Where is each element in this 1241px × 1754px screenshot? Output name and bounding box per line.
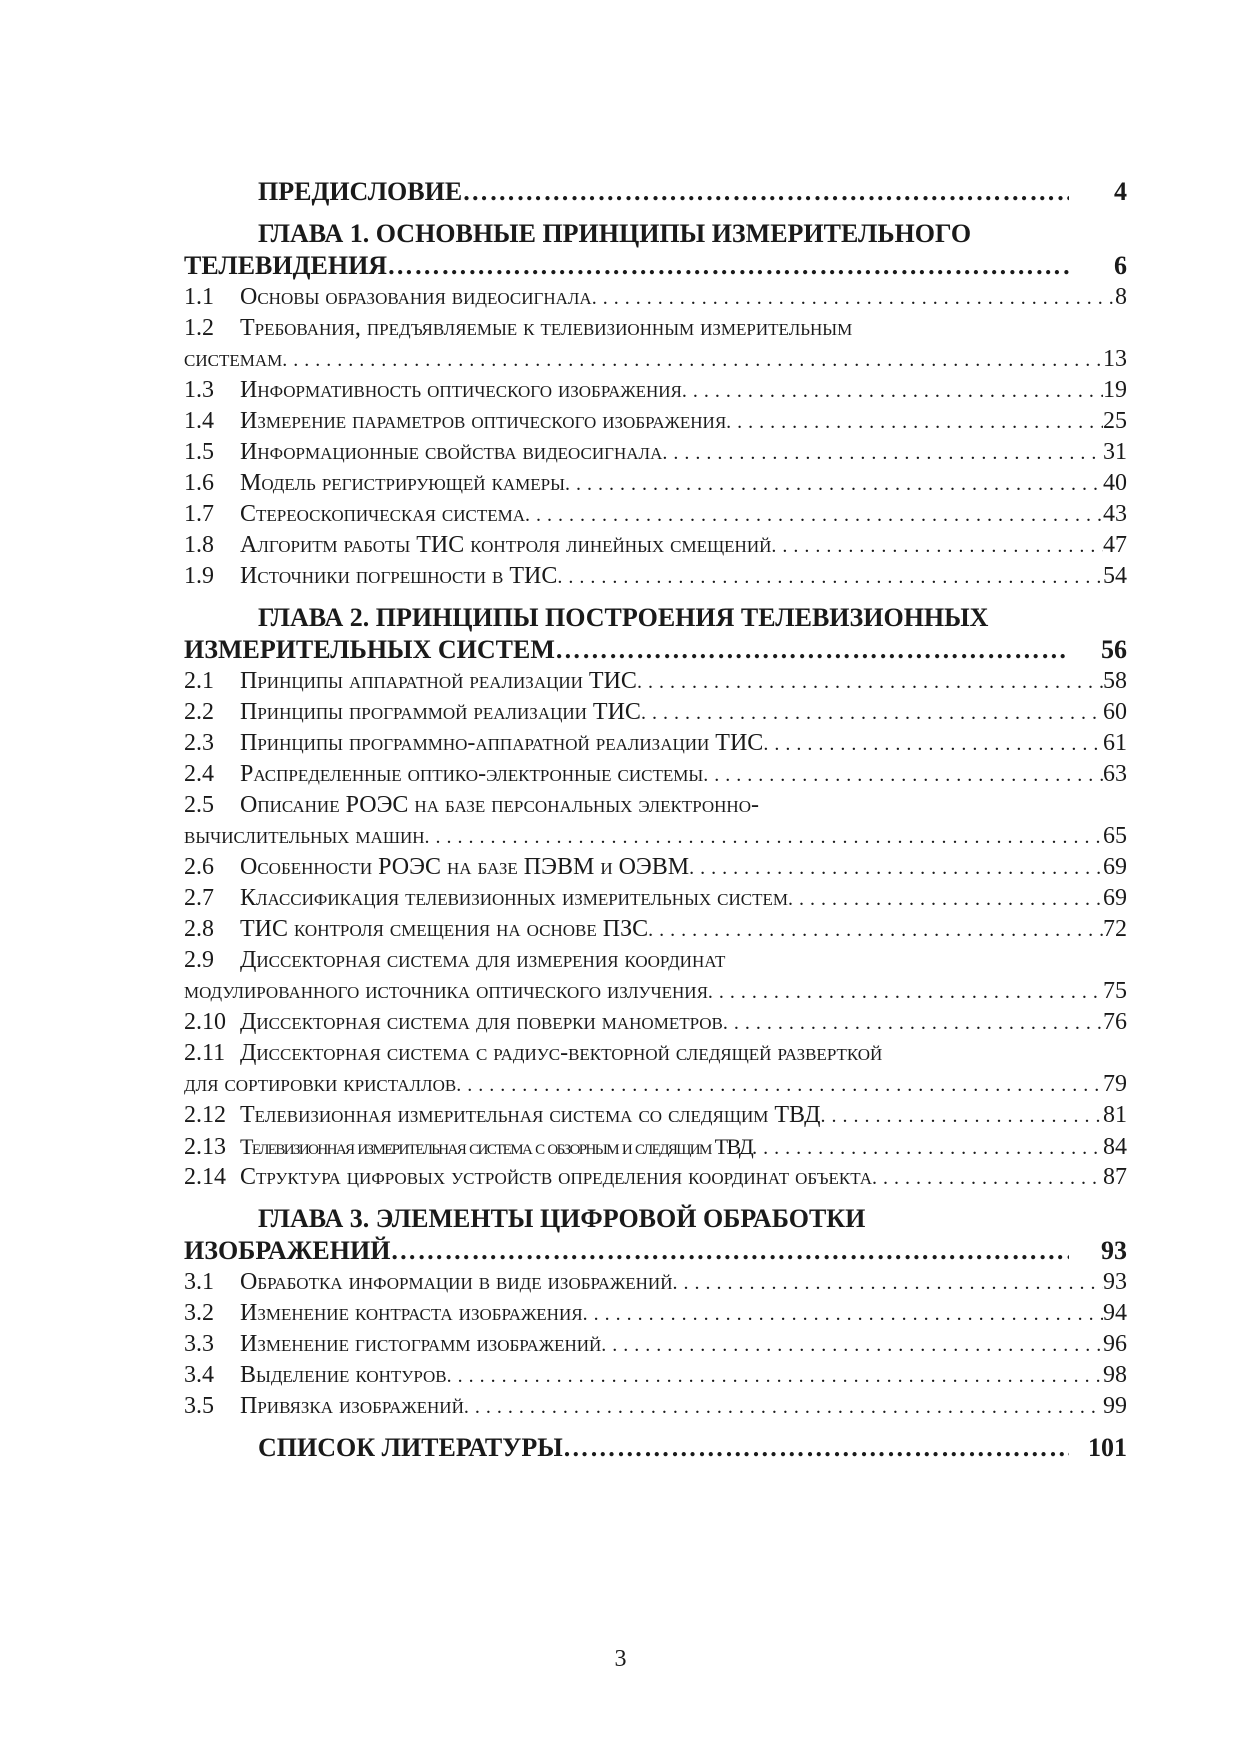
toc-entry — [184, 468, 1127, 499]
dot-leader — [390, 1235, 1069, 1267]
section-number: 2.13 — [184, 1134, 226, 1160]
dot-leader — [557, 562, 1103, 593]
page-number: 3 — [614, 1646, 627, 1672]
section-title-cont: системам — [184, 346, 283, 372]
toc-entry — [184, 1100, 1127, 1131]
section-title: Диссекторная система для поверки манометров — [240, 1009, 723, 1035]
section-title: Диссекторная система для измерения координат — [240, 947, 726, 973]
section-title: Выделение контуров — [240, 1362, 447, 1388]
table-of-contents — [184, 176, 1127, 1464]
dot-leader — [464, 1392, 1103, 1423]
toc-entry — [184, 499, 1127, 530]
chapter-title: ИЗОБРАЖЕНИЙ — [184, 1236, 391, 1265]
dot-leader — [425, 822, 1103, 853]
section-page: 87 — [1103, 1164, 1127, 1190]
dot-leader — [592, 283, 1115, 314]
section-number: 1.3 — [184, 377, 214, 403]
dot-leader — [788, 884, 1103, 915]
section-page: 72 — [1103, 916, 1127, 942]
section-number: 3.3 — [184, 1331, 214, 1357]
dot-leader — [771, 531, 1103, 562]
section-title: Принципы программой реализации ТИС — [240, 699, 641, 725]
section-page: 54 — [1103, 563, 1127, 589]
dot-leader — [637, 667, 1103, 698]
toc-entry-cont — [184, 344, 1127, 375]
chapter-page: 6 — [1114, 251, 1127, 280]
section-page: 13 — [1103, 346, 1127, 372]
dot-leader — [763, 729, 1103, 760]
toc-entry — [184, 1038, 1127, 1069]
section-title: Телевизионная измерительная система с обзорным и следящим ТВД — [240, 1134, 753, 1159]
dot-leader — [555, 634, 1069, 666]
section-title-cont: вычислительных машин — [184, 823, 425, 849]
section-title: Классификация телевизионных измерительных систем — [240, 885, 789, 911]
section-title: Стереоскопическая система — [240, 501, 526, 527]
section-page: 47 — [1103, 532, 1127, 558]
toc-entry-cont — [184, 1069, 1127, 1100]
section-page: 60 — [1103, 699, 1127, 725]
section-number: 2.4 — [184, 761, 214, 787]
section-page: 8 — [1115, 284, 1127, 310]
section-page: 99 — [1103, 1393, 1127, 1419]
section-title: Особенности РОЭС на базе ПЭВМ и ОЭВМ — [240, 854, 690, 880]
toc-entry — [184, 530, 1127, 561]
dot-leader — [525, 500, 1103, 531]
section-number: 3.2 — [184, 1300, 214, 1326]
toc-entry — [184, 561, 1127, 592]
section-number: 2.10 — [184, 1009, 226, 1035]
section-title: ТИС контроля смещения на основе ПЗС — [240, 916, 649, 942]
section-title: Телевизионная измерительная система со следящим ТВД — [240, 1102, 821, 1128]
chapter-title: ТЕЛЕВИДЕНИЯ — [184, 251, 388, 280]
section-number: 2.12 — [184, 1102, 226, 1128]
section-number: 1.7 — [184, 501, 214, 527]
section-title: Информативность оптического изображения — [240, 377, 682, 403]
section-page: 96 — [1103, 1331, 1127, 1357]
dot-leader — [563, 1432, 1069, 1464]
section-title: Диссекторная система с радиус-векторной следящей разверткой — [240, 1040, 883, 1066]
dot-leader — [583, 1299, 1103, 1330]
toc-entry-cont — [184, 976, 1127, 1007]
dot-leader — [726, 407, 1103, 438]
dot-leader — [752, 1133, 1103, 1164]
chapter-title: ИЗМЕРИТЕЛЬНЫХ СИСТЕМ — [184, 635, 555, 664]
section-title: Изменение гистограмм изображений — [240, 1331, 602, 1357]
section-number: 3.1 — [184, 1269, 214, 1295]
section-page: 25 — [1103, 408, 1127, 434]
section-page: 94 — [1103, 1300, 1127, 1326]
references-title: СПИСОК ЛИТЕРАТУРЫ — [258, 1433, 563, 1462]
dot-leader — [689, 853, 1103, 884]
toc-entry — [184, 852, 1127, 883]
toc-entry — [184, 313, 1127, 344]
section-title: Алгоритм работы ТИС контроля линейных смещений — [240, 532, 772, 558]
section-number: 1.8 — [184, 532, 214, 558]
toc-entry — [184, 666, 1127, 697]
section-page: 19 — [1103, 377, 1127, 403]
chapter-page: 56 — [1101, 635, 1127, 664]
toc-entry — [184, 1329, 1127, 1360]
toc-entry — [184, 914, 1127, 945]
toc-entry — [184, 790, 1127, 821]
dot-leader — [821, 1101, 1103, 1132]
section-title: Принципы программно-аппаратной реализации ТИС — [240, 730, 764, 756]
chapter-heading-cont — [184, 1235, 1127, 1267]
section-title: Источники погрешности в ТИС — [240, 563, 558, 589]
section-number: 2.1 — [184, 668, 214, 694]
section-page: 40 — [1103, 470, 1127, 496]
section-title: Изменение контраста изображения — [240, 1300, 583, 1326]
dot-leader — [462, 176, 1069, 208]
section-page: 75 — [1103, 978, 1127, 1004]
section-title-cont: для сортировки кристаллов — [184, 1071, 457, 1097]
toc-entry — [184, 1391, 1127, 1422]
toc-entry — [184, 1267, 1127, 1298]
dot-leader — [673, 1268, 1104, 1299]
dot-leader — [387, 250, 1069, 282]
toc-entry — [184, 883, 1127, 914]
section-page: 65 — [1103, 823, 1127, 849]
toc-entry — [184, 437, 1127, 468]
section-number: 2.3 — [184, 730, 214, 756]
toc-entry — [184, 728, 1127, 759]
section-number: 2.7 — [184, 885, 214, 911]
section-title: Описание РОЭС на базе персональных электронно- — [240, 792, 759, 818]
section-number: 1.2 — [184, 315, 214, 341]
chapter-heading: ГЛАВА 3. ЭЛЕМЕНТЫ ЦИФРОВОЙ ОБРАБОТКИ — [258, 1204, 866, 1233]
chapter-heading-cont — [184, 634, 1127, 666]
toc-preface — [184, 176, 1127, 208]
section-page: 81 — [1103, 1102, 1127, 1128]
section-page: 79 — [1103, 1071, 1127, 1097]
preface-page: 4 — [1114, 177, 1127, 206]
section-page: 31 — [1103, 439, 1127, 465]
section-number: 1.1 — [184, 284, 214, 310]
section-title: Обработка информации в виде изображений — [240, 1269, 673, 1295]
section-page: 98 — [1103, 1362, 1127, 1388]
toc-entry — [184, 1007, 1127, 1038]
dot-leader — [708, 977, 1103, 1008]
section-page: 76 — [1103, 1009, 1127, 1035]
section-page: 63 — [1103, 761, 1127, 787]
section-title: Модель регистрирующей камеры — [240, 470, 565, 496]
toc-entry — [184, 282, 1127, 313]
dot-leader — [641, 698, 1103, 729]
preface-title: ПРЕДИСЛОВИЕ — [258, 177, 463, 206]
section-title: Привязка изображений — [240, 1393, 464, 1419]
section-number: 1.5 — [184, 439, 214, 465]
toc-entry — [184, 406, 1127, 437]
section-title: Измерение параметров оптического изображения — [240, 408, 727, 434]
section-number: 1.9 — [184, 563, 214, 589]
section-title: Основы образования видеосигнала — [240, 284, 592, 310]
toc-entry — [184, 945, 1127, 976]
dot-leader — [723, 1008, 1103, 1039]
dot-leader — [565, 469, 1103, 500]
dot-leader — [872, 1163, 1103, 1194]
dot-leader — [447, 1361, 1103, 1392]
section-page: 58 — [1103, 668, 1127, 694]
dot-leader — [282, 345, 1103, 376]
section-number: 1.6 — [184, 470, 214, 496]
toc-entry — [184, 759, 1127, 790]
section-page: 43 — [1103, 501, 1127, 527]
section-page: 61 — [1103, 730, 1127, 756]
section-page: 93 — [1103, 1269, 1127, 1295]
chapter-heading-cont — [184, 250, 1127, 282]
chapter-page: 93 — [1101, 1236, 1127, 1265]
toc-entry — [184, 1298, 1127, 1329]
section-number: 2.11 — [184, 1040, 226, 1066]
toc-entry — [184, 375, 1127, 406]
dot-leader — [682, 376, 1103, 407]
section-title: Распределенные оптико-электронные системы — [240, 761, 704, 787]
section-title: Требования, предъявляемые к телевизионным измерительным — [240, 315, 853, 341]
section-number: 2.8 — [184, 916, 214, 942]
toc-entry — [184, 1162, 1127, 1193]
references-page: 101 — [1088, 1433, 1127, 1462]
dot-leader — [648, 915, 1103, 946]
toc-entry — [184, 1360, 1127, 1391]
section-title: Принципы аппаратной реализации ТИС — [240, 668, 637, 694]
dot-leader — [456, 1070, 1103, 1101]
section-number: 2.2 — [184, 699, 214, 725]
section-page: 69 — [1103, 885, 1127, 911]
chapter-heading: ГЛАВА 1. ОСНОВНЫЕ ПРИНЦИПЫ ИЗМЕРИТЕЛЬНОГО — [258, 219, 972, 248]
section-number: 3.4 — [184, 1362, 214, 1388]
chapter-heading: ГЛАВА 2. ПРИНЦИПЫ ПОСТРОЕНИЯ ТЕЛЕВИЗИОННЫХ — [258, 603, 989, 632]
section-number: 3.5 — [184, 1393, 214, 1419]
section-number: 2.9 — [184, 947, 214, 973]
toc-entry-cont — [184, 821, 1127, 852]
section-number: 2.6 — [184, 854, 214, 880]
section-number: 2.5 — [184, 792, 214, 818]
toc-entry — [184, 1131, 1127, 1162]
section-page: 84 — [1103, 1134, 1127, 1160]
dot-leader — [601, 1330, 1103, 1361]
section-number: 1.4 — [184, 408, 214, 434]
toc-references — [184, 1432, 1127, 1464]
section-page: 69 — [1103, 854, 1127, 880]
section-number: 2.14 — [184, 1164, 226, 1190]
dot-leader — [703, 760, 1103, 791]
section-title: Информационные свойства видеосигнала — [240, 439, 663, 465]
toc-entry — [184, 697, 1127, 728]
dot-leader — [662, 438, 1103, 469]
section-title-cont: модулированного источника оптического излучения — [184, 978, 708, 1004]
section-title: Структура цифровых устройств определения координат объекта — [240, 1164, 873, 1190]
